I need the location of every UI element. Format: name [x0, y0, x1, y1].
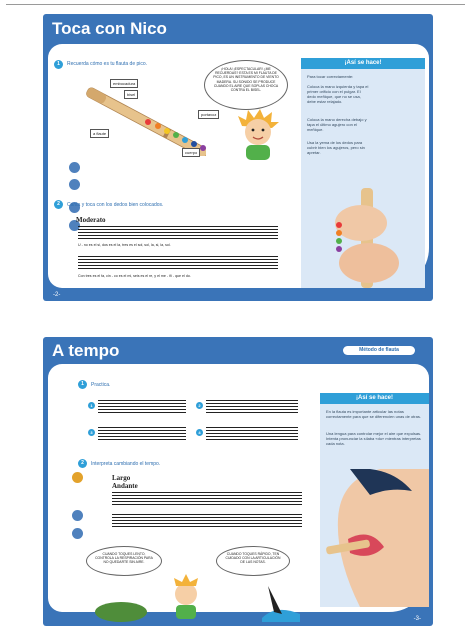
tempo-marking: Andante: [112, 482, 138, 490]
method-tag: Método de flauta: [343, 346, 415, 355]
panel-paragraph: Una lengua para controlar mejor el aire que expulsas. Intenta pronunciar la sílaba «du» mientras interpretas cada nota.: [326, 431, 422, 446]
audio-icon[interactable]: [69, 179, 80, 190]
step-instruction: Interpreta cambiando el tempo.: [91, 461, 161, 467]
step-instruction: Practica.: [91, 382, 111, 388]
page-title: A tempo: [52, 341, 120, 360]
page-title: Toca con Nico: [52, 19, 167, 38]
step-number: 1: [78, 380, 87, 389]
page-number: -3-: [413, 616, 421, 622]
music-staff: [98, 400, 186, 414]
panel-title: ¡Así se hace!: [301, 58, 425, 69]
exercise-number: 4: [196, 429, 203, 436]
tip-panel: [320, 393, 429, 607]
music-staff: [98, 427, 186, 441]
speech-bubble: CUANDO TOQUES RÁPIDO, TEN CUIDADO CON LA ARTICULACIÓN DE LAS NOTAS.: [216, 546, 290, 576]
characters-illustration: [86, 574, 306, 622]
flute-label: bisel: [124, 90, 138, 99]
music-staff: [206, 427, 298, 441]
page-toca-con-nico: [43, 14, 433, 301]
content-sheet: [48, 364, 429, 612]
content-sheet: [48, 44, 429, 288]
audio-icon[interactable]: [72, 510, 83, 521]
exercise-number: 2: [196, 402, 203, 409]
step-number: 1: [54, 60, 63, 69]
page-number: -2-: [53, 292, 61, 298]
speech-bubble: CUANDO TOQUES LENTO, CONTROLA LA RESPIRACIÓN PARA NO QUEDARTE SIN AIRE.: [86, 546, 162, 576]
music-staff: [78, 256, 278, 270]
music-staff: [112, 492, 302, 506]
exercise-number: 3: [88, 429, 95, 436]
tempo-marking: Largo: [112, 474, 131, 482]
step-instruction: Recuerda cómo es tu flauta de pico.: [67, 61, 148, 67]
panel-paragraph: En la flauta es importante articular las notas correctamente para que se diferencien unas de otras.: [326, 409, 421, 419]
nico-character-illustration: [234, 108, 282, 160]
step-number: 2: [78, 459, 87, 468]
panel-title: ¡Así se hace!: [320, 393, 429, 404]
tip-panel: [301, 58, 425, 288]
music-staff: [78, 226, 278, 240]
flute-label: embocadura: [110, 79, 138, 88]
page-a-tempo: [43, 337, 433, 626]
recorder-diagram: [76, 76, 206, 156]
cd-icon[interactable]: [72, 472, 83, 483]
audio-icon[interactable]: [69, 162, 80, 173]
tempo-marking: Moderato: [76, 216, 106, 224]
panel-bullet: Coloca la mano izquierda y tapa el primer orificio con el pulgar. El dedo meñique, que no se usa, debe estar relajado.: [307, 84, 369, 104]
speech-bubble: ¡HOLA! ¡ESPECTACULAR! ¿ME RECUERDAS? ESTA ES MI FLAUTA DE PICO, ES UN INSTRUMENTO DE VIENTO MADERA. SU SONIDO SE PRODUCE CUANDO EL AIRE QUE SOPLAS CHOCA CONTRA EL BISEL.: [204, 60, 288, 110]
top-rule: [6, 4, 465, 5]
music-staff: [206, 400, 298, 414]
mouth-articulation-illustration: [320, 469, 429, 607]
flute-label: cuerpo: [182, 148, 200, 157]
step-number: 2: [54, 200, 63, 209]
exercise-number: 1: [88, 402, 95, 409]
play-icon[interactable]: [72, 528, 83, 539]
song-lyrics: U - no es el si, dos es el la, tres es el sol, sol, la, si, la, sol.: [78, 243, 171, 247]
finger-number-markers: [334, 221, 344, 269]
flute-label: a flaute: [90, 129, 109, 138]
music-staff: [112, 514, 302, 528]
panel-bullet: Coloca la mano derecha debajo y tapa el último agujero con el meñique.: [307, 117, 367, 132]
panel-intro: Para tocar correctamente:: [307, 74, 354, 79]
step-instruction: Canta y toca con los dedos bien colocados.: [67, 202, 164, 208]
flute-label: portavoz: [198, 110, 219, 119]
panel-bullet: Usa la yema de los dedos para cubrir bien los agujeros, pero sin apretar.: [307, 140, 365, 155]
song-lyrics: Con tres es el fa, cin - co es el mi, seis es el re, y el me - ñi - que el do.: [78, 274, 191, 278]
